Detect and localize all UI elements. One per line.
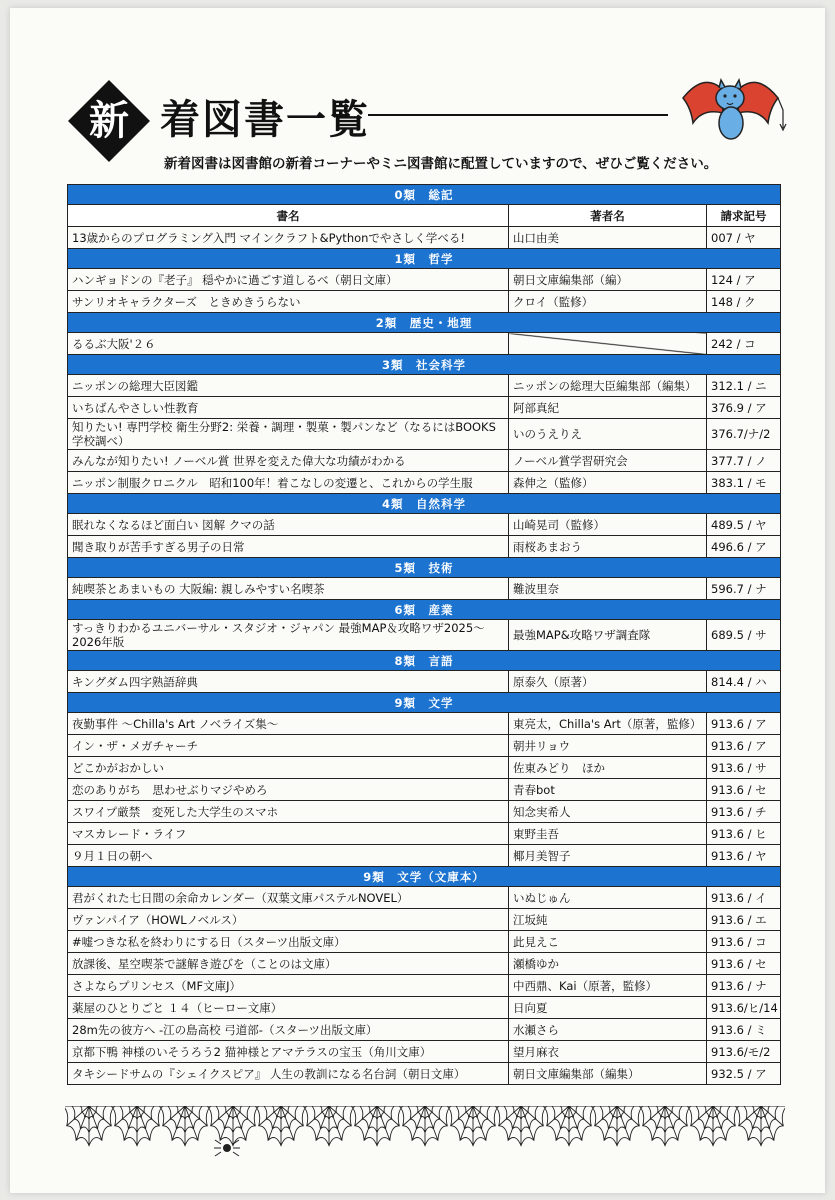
book-author: ノーベル賞学習研究会 (509, 450, 707, 472)
column-header: 請求記号 (707, 205, 781, 227)
book-title: 純喫茶とあまいもの 大阪編: 親しみやすい名喫茶 (68, 578, 509, 600)
category-row (68, 651, 781, 671)
book-title: すっきりわかるユニバーサル・スタジオ・ジャパン 最強MAP＆攻略ワザ2025～2026年版 (68, 620, 509, 651)
book-title: 聞き取りが苦手すぎる男子の日常 (68, 536, 509, 558)
book-title: さよならプリンセス（MF文庫J） (68, 975, 509, 997)
call-number: 913.6 / エ (707, 909, 781, 931)
badge-char: 新 (89, 97, 129, 144)
call-number: 312.1 / ニ (707, 375, 781, 397)
book-author: クロイ（監修） (509, 291, 707, 313)
table-row (68, 578, 781, 600)
category-row (68, 313, 781, 333)
call-number: 376.9 / ア (707, 397, 781, 419)
book-author: 中西鼎、Kai（原著，監修） (509, 975, 707, 997)
new-badge (68, 80, 150, 162)
call-number: 913.6 / コ (707, 931, 781, 953)
book-author: 此見えこ (509, 931, 707, 953)
book-title: ニッポンの総理大臣図鑑 (68, 375, 509, 397)
book-title: ニッポン制服クロニクル 昭和100年！着こなしの変遷と、これからの学生服 (68, 472, 509, 494)
table-row (68, 823, 781, 845)
book-title: どこかがおかしい (68, 757, 509, 779)
call-number: 913.6 / ア (707, 735, 781, 757)
table-row (68, 333, 781, 355)
book-title: 知りたい! 専門学校 衛生分野2: 栄養・調理・製菓・製パンなど（なるにはBOOKS学校調べ） (68, 419, 509, 450)
call-number: 242 / コ (707, 333, 781, 355)
category-row (68, 693, 781, 713)
book-author: 椰月美智子 (509, 845, 707, 867)
table-row (68, 757, 781, 779)
book-title: 放課後、星空喫茶で謎解き遊びを（ことのは文庫） (68, 953, 509, 975)
book-author: 佐東みどり ほか (509, 757, 707, 779)
book-title: ９月１日の朝へ (68, 845, 509, 867)
table-row (68, 514, 781, 536)
call-number: 913.6 / イ (707, 887, 781, 909)
table-row (68, 397, 781, 419)
book-title: ヴァンパイア（HOWLノベルス） (68, 909, 509, 931)
table-row (68, 997, 781, 1019)
book-title: #嘘つきな私を終わりにする日（スターツ出版文庫） (68, 931, 509, 953)
book-title: イン・ザ・メガチャーチ (68, 735, 509, 757)
book-author: 朝日文庫編集部（編集） (509, 1063, 707, 1085)
book-title: 28m先の彼方へ -江の島高校 弓道部-（スターツ出版文庫） (68, 1019, 509, 1041)
table-row (68, 472, 781, 494)
book-title: いちばんやさしい性教育 (68, 397, 509, 419)
column-header-row (68, 205, 781, 227)
call-number: 124 / ア (707, 269, 781, 291)
book-author: 阿部真紀 (509, 397, 707, 419)
category-row (68, 185, 781, 205)
category-label: 4類 自然科学 (68, 494, 781, 514)
book-title: スワイプ厳禁 変死した大学生のスマホ (68, 801, 509, 823)
book-title: 君がくれた七日間の余命カレンダー（双葉文庫パステルNOVEL） (68, 887, 509, 909)
table-row (68, 953, 781, 975)
book-author: 朝井リョウ (509, 735, 707, 757)
table-row (68, 801, 781, 823)
book-title: 眠れなくなるほど面白い 図解 クマの話 (68, 514, 509, 536)
table-row (68, 845, 781, 867)
category-row (68, 558, 781, 578)
book-title: るるぶ大阪'２６ (68, 333, 509, 355)
book-author: 日向夏 (509, 997, 707, 1019)
table-row (68, 375, 781, 397)
book-author: 東亮太，Chilla's Art（原著，監修） (509, 713, 707, 735)
call-number: 689.5 / サ (707, 620, 781, 651)
table-row (68, 887, 781, 909)
call-number: 913.6/ヒ/14 (707, 997, 781, 1019)
book-author: 朝日文庫編集部（編） (509, 269, 707, 291)
table-row (68, 450, 781, 472)
category-label: 5類 技術 (68, 558, 781, 578)
page-title: 着図書一覧 (160, 96, 370, 143)
table-row (68, 1019, 781, 1041)
table-row (68, 1041, 781, 1063)
table-row (68, 227, 781, 249)
table-row (68, 713, 781, 735)
book-title: タキシードサムの『シェイクスピア』 人生の教訓になる名台詞（朝日文庫） (68, 1063, 509, 1085)
call-number: 376.7/ナ/2 (707, 419, 781, 450)
table-row (68, 291, 781, 313)
call-number: 489.5 / ヤ (707, 514, 781, 536)
table-row (68, 671, 781, 693)
new-books-table (67, 184, 781, 1085)
book-author: いぬじゅん (509, 887, 707, 909)
category-row (68, 355, 781, 375)
book-author: 瀬橋ゆか (509, 953, 707, 975)
book-author: 原泰久（原著） (509, 671, 707, 693)
title-rule (368, 114, 668, 116)
document-sheet (10, 8, 825, 1193)
spider-web-icon (65, 1106, 785, 1166)
book-title: 13歳からのプログラミング入門 マインクラフト&Pythonでやさしく学べる! (68, 227, 509, 249)
book-author: 水瀬さら (509, 1019, 707, 1041)
table-row (68, 779, 781, 801)
book-author: 最強MAP&攻略ワザ調査隊 (509, 620, 707, 651)
category-label: 3類 社会科学 (68, 355, 781, 375)
book-author: 東野圭吾 (509, 823, 707, 845)
book-author: 山崎晃司（監修） (509, 514, 707, 536)
table-row (68, 735, 781, 757)
call-number: 913.6 / セ (707, 953, 781, 975)
category-label: 8類 言語 (68, 651, 781, 671)
book-title: 京都下鴨 神様のいそうろう2 猫神様とアマテラスの宝玉（角川文庫） (68, 1041, 509, 1063)
book-author (509, 333, 707, 355)
table-row (68, 269, 781, 291)
call-number: 596.7 / ナ (707, 578, 781, 600)
book-author: ニッポンの総理大臣編集部（編集） (509, 375, 707, 397)
book-author: 難波里奈 (509, 578, 707, 600)
column-header: 著者名 (509, 205, 707, 227)
column-header: 書名 (68, 205, 509, 227)
page-subtitle: 新着図書は図書館の新着コーナーやミニ図書館に配置していますので、ぜひご覧ください。 (164, 156, 718, 172)
call-number: 007 / ヤ (707, 227, 781, 249)
book-author: 青春bot (509, 779, 707, 801)
table-row (68, 909, 781, 931)
call-number: 383.1 / モ (707, 472, 781, 494)
call-number: 148 / ク (707, 291, 781, 313)
call-number: 913.6/モ/2 (707, 1041, 781, 1063)
book-title: キングダム四字熟語辞典 (68, 671, 509, 693)
call-number: 913.6 / ヤ (707, 845, 781, 867)
table-row (68, 931, 781, 953)
table-row (68, 620, 781, 651)
book-author: 知念実希人 (509, 801, 707, 823)
call-number: 932.5 / ア (707, 1063, 781, 1085)
category-label: 1類 哲学 (68, 249, 781, 269)
table-row (68, 975, 781, 997)
category-row (68, 249, 781, 269)
book-author: いのうえりえ (509, 419, 707, 450)
book-title: サンリオキャラクターズ ときめきうらない (68, 291, 509, 313)
call-number: 913.6 / ヒ (707, 823, 781, 845)
book-author: 山口由美 (509, 227, 707, 249)
call-number: 377.7 / ノ (707, 450, 781, 472)
call-number: 913.6 / ミ (707, 1019, 781, 1041)
table-row (68, 536, 781, 558)
book-title: 薬屋のひとりごと １４（ヒーロー文庫） (68, 997, 509, 1019)
category-row (68, 600, 781, 620)
category-row (68, 494, 781, 514)
call-number: 913.6 / チ (707, 801, 781, 823)
category-row (68, 867, 781, 887)
table-row (68, 1063, 781, 1085)
book-author: 望月麻衣 (509, 1041, 707, 1063)
book-author: 森伸之（監修） (509, 472, 707, 494)
category-label: 2類 歴史・地理 (68, 313, 781, 333)
book-title: みんなが知りたい! ノーベル賞 世界を変えた偉大な功績がわかる (68, 450, 509, 472)
category-label: 9類 文学（文庫本） (68, 867, 781, 887)
bat-mascot-icon (673, 68, 788, 148)
call-number: 913.6 / セ (707, 779, 781, 801)
book-author: 江坂純 (509, 909, 707, 931)
book-title: マスカレード・ライフ (68, 823, 509, 845)
call-number: 913.6 / ナ (707, 975, 781, 997)
page-header (68, 70, 788, 180)
call-number: 496.6 / ア (707, 536, 781, 558)
book-title: 夜勤事件 ～Chilla's Art ノベライズ集～ (68, 713, 509, 735)
book-title: 恋のありがち 思わせぶりマジやめろ (68, 779, 509, 801)
category-label: 0類 総記 (68, 185, 781, 205)
call-number: 913.6 / サ (707, 757, 781, 779)
category-label: 6類 産業 (68, 600, 781, 620)
call-number: 913.6 / ア (707, 713, 781, 735)
book-title: ハンギョドンの『老子』 穏やかに過ごす道しるべ（朝日文庫） (68, 269, 509, 291)
call-number: 814.4 / ハ (707, 671, 781, 693)
category-label: 9類 文学 (68, 693, 781, 713)
book-author: 雨桜あまおう (509, 536, 707, 558)
table-row (68, 419, 781, 450)
